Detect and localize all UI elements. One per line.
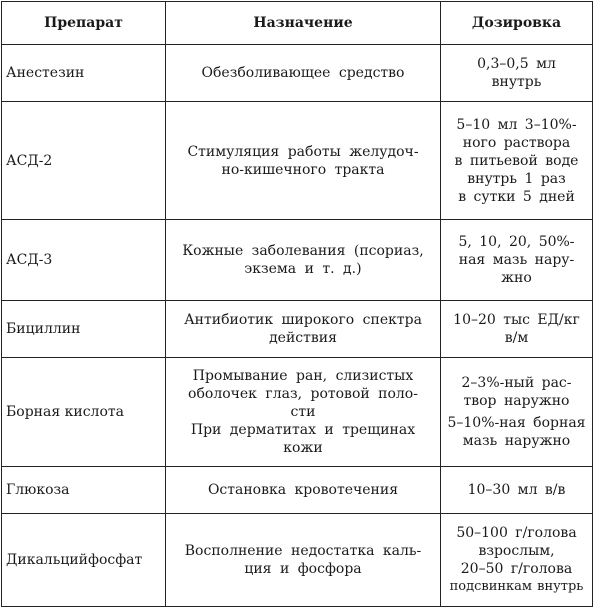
table-row [2,514,593,607]
dosage-line: внутрь 1 раз [467,170,566,187]
purpose-line: Промывание ран, слизистых [192,368,414,384]
drug-purpose [166,45,441,102]
drug-purpose [166,102,441,220]
dosage-line: 2–3%-ный рас- [461,375,572,391]
dosage-line: твор наружно [463,393,570,409]
dosage-line: внутрь [491,74,542,90]
dosage-line: жно [501,270,532,286]
drug-name: АСД-3 [2,220,166,301]
dosage-line: ного раствора [462,134,571,151]
purpose-line: сти [290,404,316,420]
table-row [2,467,593,514]
drug-dosage [441,301,593,358]
dosage-line: в сутки 5 дней [458,188,575,205]
drug-purpose [166,358,441,467]
drug-dosage [441,45,593,102]
table-row [2,220,593,301]
drug-dosage [441,358,593,467]
dosage-line: в питьевой воде [454,152,579,169]
dosage-line: мазь наружно [462,433,571,449]
drug-dosage [441,220,593,301]
drug-table [1,1,593,607]
dosage-line: подсвинкам внутрь [449,579,584,594]
purpose-line: оболочек глаз, ротовой поло- [188,386,418,402]
purpose-line: Кожные заболевания (псориаз, [182,243,424,259]
header-dosage: Дозировка [441,2,593,45]
drug-dosage [441,467,593,514]
header-row [2,2,593,45]
purpose-line: действия [269,330,337,346]
purpose-line: Восполнение недостатка каль- [184,543,422,559]
table-row [2,301,593,358]
drug-purpose [166,514,441,607]
drug-name: Бициллин [2,301,166,358]
header-drug: Препарат [2,2,166,45]
drug-name: Дикальцийфосфат [2,514,166,607]
purpose-line: Обезболивающее средство [201,65,405,81]
table-row [2,102,593,220]
dosage-line: 20–50 г/голова [460,561,573,577]
dosage-line: ная мазь нару- [458,252,575,268]
dosage-line: 0,3–0,5 мл [477,56,556,72]
drug-purpose [166,220,441,301]
table-row [2,358,593,467]
drug-dosage [441,102,593,220]
purpose-line: кожи [283,440,323,456]
purpose-line: Антибиотик широкого спектра [184,312,422,328]
drug-name: Борная кислота [2,358,166,467]
purpose-line: Остановка кровотечения [207,482,399,498]
purpose-line: Стимуляция работы желудоч- [187,143,419,160]
purpose-line: ция и фосфора [244,561,362,577]
dosage-line: взрослым, [478,543,555,559]
dosage-line: в/м [504,330,529,346]
drug-purpose [166,301,441,358]
purpose-line: экзема и т. д.) [244,261,362,277]
drug-name: Глюкоза [2,467,166,514]
dosage-line: 10–20 тыс ЕД/кг [453,312,580,328]
drug-dosage [441,514,593,607]
drug-purpose [166,467,441,514]
header-purpose: Назначение [166,2,441,45]
drug-name: АСД-2 [2,102,166,220]
dosage-line: 5, 10, 20, 50%- [458,234,575,250]
purpose-line: но-кишечного тракта [221,161,385,178]
dosage-line: 10–30 мл в/в [467,482,566,498]
dosage-line: 5–10 мл 3–10%- [456,116,577,133]
dosage-line: 50–100 г/голова [456,525,577,541]
table-row [2,45,593,102]
dosage-line: 5–10%-ная борная [447,415,586,431]
purpose-line: При дерматитах и трещинах [190,422,416,438]
drug-name: Анестезин [2,45,166,102]
